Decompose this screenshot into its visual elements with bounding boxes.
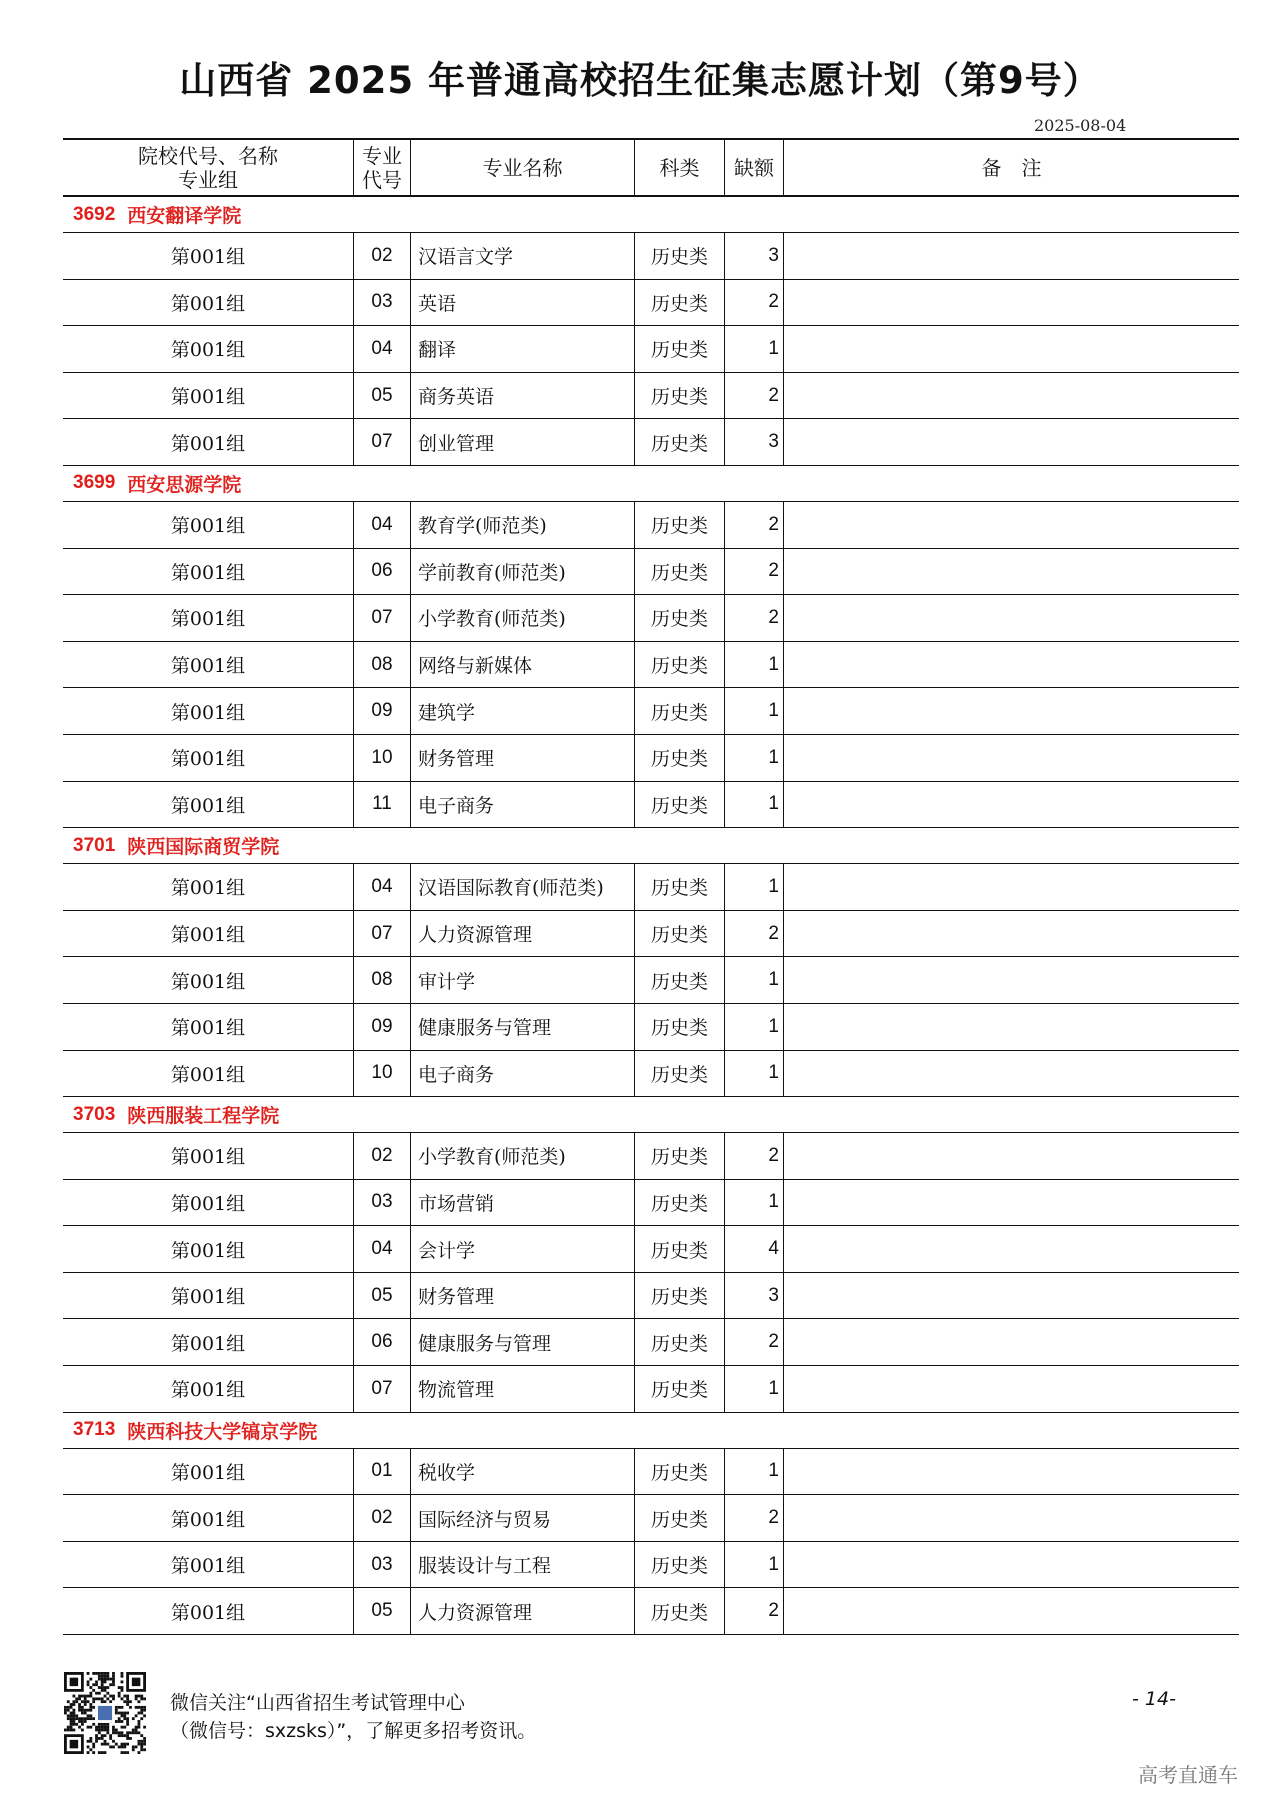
- vacancies-cell: 3: [724, 233, 783, 279]
- vacancies-cell: 1: [724, 642, 783, 688]
- category-cell: 历史类: [634, 326, 724, 372]
- header-major-name: 专业名称: [410, 140, 634, 195]
- group-cell: 第001组: [170, 655, 246, 678]
- group-cell: 第001组: [170, 515, 246, 538]
- school-code: 3692: [73, 203, 116, 225]
- vacancies-cell: 1: [724, 864, 783, 910]
- major-code-cell: 04: [353, 502, 410, 548]
- vacancies-cell: 1: [724, 1004, 783, 1050]
- major-code-cell: 08: [353, 957, 410, 1003]
- vacancies-cell: 2: [724, 595, 783, 641]
- vacancies-cell: 1: [724, 735, 783, 781]
- major-code-cell: 04: [353, 1226, 410, 1272]
- school-name: 西安思源学院: [127, 473, 242, 496]
- watermark-text: 高考直通车: [1138, 1763, 1238, 1787]
- header-school: [63, 140, 353, 195]
- group-cell: 第001组: [170, 1555, 246, 1578]
- remarks-cell: [783, 326, 1239, 372]
- remarks-cell: [783, 1449, 1239, 1495]
- remarks-cell: [783, 1051, 1239, 1097]
- major-code-cell: 02: [353, 1495, 410, 1541]
- remarks-cell: [783, 911, 1239, 957]
- major-code-cell: 03: [353, 1180, 410, 1226]
- vacancies-cell: 2: [724, 1495, 783, 1541]
- major-name-cell: 学前教育(师范类): [410, 549, 634, 595]
- school-section-header: [63, 1097, 1239, 1133]
- remarks-cell: [783, 502, 1239, 548]
- table-row: [63, 735, 1239, 782]
- remarks-cell: [783, 373, 1239, 419]
- group-cell: 第001组: [170, 1286, 246, 1309]
- major-code-cell: 06: [353, 1319, 410, 1365]
- vacancies-cell: 1: [724, 1542, 783, 1588]
- major-code-cell: 07: [353, 1366, 410, 1412]
- table-row: [63, 1226, 1239, 1273]
- group-cell: 第001组: [170, 386, 246, 409]
- vacancies-cell: 1: [724, 1051, 783, 1097]
- school-label: [73, 1097, 279, 1132]
- table-row: [63, 233, 1239, 280]
- vacancies-cell: 2: [724, 373, 783, 419]
- remarks-cell: [783, 280, 1239, 326]
- group-cell: 第001组: [170, 339, 246, 362]
- school-name: 西安翻译学院: [127, 205, 242, 227]
- remarks-cell: [783, 1495, 1239, 1541]
- remarks-cell: [783, 782, 1239, 828]
- header-category: 科类: [634, 140, 724, 195]
- table-header: [63, 138, 1239, 197]
- major-name-cell: 建筑学: [410, 688, 634, 734]
- category-cell: 历史类: [634, 1495, 724, 1541]
- major-name-cell: 审计学: [410, 957, 634, 1003]
- header-major-code-line1: 专业: [362, 143, 402, 168]
- remarks-cell: [783, 1366, 1239, 1412]
- major-name-cell: 创业管理: [410, 419, 634, 465]
- major-name-cell: 汉语国际教育(师范类): [410, 864, 634, 910]
- table-row: [63, 1588, 1239, 1635]
- category-cell: 历史类: [634, 911, 724, 957]
- major-code-cell: 07: [353, 419, 410, 465]
- major-code-cell: 09: [353, 1004, 410, 1050]
- category-cell: 历史类: [634, 1051, 724, 1097]
- category-cell: 历史类: [634, 1133, 724, 1179]
- major-name-cell: 电子商务: [410, 782, 634, 828]
- remarks-cell: [783, 549, 1239, 595]
- category-cell: 历史类: [634, 864, 724, 910]
- footer-wechat-line1: 微信关注“山西省招生考试管理中心: [170, 1692, 465, 1714]
- remarks-cell: [783, 1180, 1239, 1226]
- school-name: 陕西服装工程学院: [127, 1105, 280, 1128]
- group-cell: 第001组: [170, 1601, 246, 1624]
- category-cell: 历史类: [634, 735, 724, 781]
- major-name-cell: 健康服务与管理: [410, 1004, 634, 1050]
- category-cell: 历史类: [634, 502, 724, 548]
- group-cell: 第001组: [170, 1461, 246, 1484]
- table-row: [63, 1133, 1239, 1180]
- category-cell: 历史类: [634, 1004, 724, 1050]
- group-cell: 第001组: [170, 292, 246, 315]
- school-section-header: [63, 828, 1239, 864]
- major-code-cell: 10: [353, 1051, 410, 1097]
- category-cell: 历史类: [634, 549, 724, 595]
- major-code-cell: 02: [353, 1133, 410, 1179]
- vacancies-cell: 2: [724, 1133, 783, 1179]
- group-cell: 第001组: [170, 1508, 246, 1531]
- major-name-cell: 教育学(师范类): [410, 502, 634, 548]
- school-label: [73, 828, 279, 863]
- vacancies-cell: 2: [724, 1319, 783, 1365]
- major-name-cell: 英语: [410, 280, 634, 326]
- category-cell: 历史类: [634, 233, 724, 279]
- table-row: [63, 1180, 1239, 1227]
- remarks-cell: [783, 233, 1239, 279]
- table-row: [63, 957, 1239, 1004]
- major-code-cell: 03: [353, 1542, 410, 1588]
- group-cell: 第001组: [170, 608, 246, 631]
- vacancies-cell: 1: [724, 782, 783, 828]
- table-row: [63, 642, 1239, 689]
- category-cell: 历史类: [634, 280, 724, 326]
- major-name-cell: 税收学: [410, 1449, 634, 1495]
- category-cell: 历史类: [634, 1226, 724, 1272]
- school-section-header: [63, 466, 1239, 502]
- school-name: 陕西国际商贸学院: [127, 836, 280, 859]
- major-name-cell: 汉语言文学: [410, 233, 634, 279]
- table-row: [63, 1319, 1239, 1366]
- group-cell: 第001组: [170, 561, 246, 584]
- category-cell: 历史类: [634, 1366, 724, 1412]
- group-cell: 第001组: [170, 1332, 246, 1355]
- table-row: [63, 373, 1239, 420]
- major-name-cell: 国际经济与贸易: [410, 1495, 634, 1541]
- group-cell: 第001组: [170, 970, 246, 993]
- school-code: 3701: [73, 834, 116, 856]
- group-cell: 第001组: [170, 1063, 246, 1086]
- group-cell: 第001组: [170, 1239, 246, 1262]
- school-section-header: [63, 1413, 1239, 1449]
- header-school-line2: 专业组: [178, 167, 238, 192]
- major-name-cell: 服装设计与工程: [410, 1542, 634, 1588]
- vacancies-cell: 1: [724, 688, 783, 734]
- remarks-cell: [783, 1273, 1239, 1319]
- category-cell: 历史类: [634, 1273, 724, 1319]
- table-row: [63, 864, 1239, 911]
- group-cell: 第001组: [170, 1192, 246, 1215]
- remarks-cell: [783, 1226, 1239, 1272]
- header-vacancies: 缺额: [724, 140, 783, 195]
- major-name-cell: 市场营销: [410, 1180, 634, 1226]
- category-cell: 历史类: [634, 1449, 724, 1495]
- vacancies-cell: 2: [724, 549, 783, 595]
- header-major-code-line2: 代号: [362, 167, 402, 192]
- major-name-cell: 小学教育(师范类): [410, 595, 634, 641]
- category-cell: 历史类: [634, 642, 724, 688]
- table-row: [63, 1495, 1239, 1542]
- remarks-cell: [783, 1004, 1239, 1050]
- table-row: [63, 419, 1239, 466]
- major-name-cell: 翻译: [410, 326, 634, 372]
- table-row: [63, 1366, 1239, 1413]
- vacancies-cell: 2: [724, 1588, 783, 1634]
- school-code: 3699: [73, 472, 116, 494]
- vacancies-cell: 1: [724, 1449, 783, 1495]
- vacancies-cell: 4: [724, 1226, 783, 1272]
- major-code-cell: 04: [353, 326, 410, 372]
- major-name-cell: 物流管理: [410, 1366, 634, 1412]
- major-name-cell: 健康服务与管理: [410, 1319, 634, 1365]
- header-school-line1: 院校代号、名称: [138, 143, 278, 168]
- major-code-cell: 03: [353, 280, 410, 326]
- category-cell: 历史类: [634, 1180, 724, 1226]
- school-label: [73, 466, 241, 501]
- major-name-cell: 小学教育(师范类): [410, 1133, 634, 1179]
- category-cell: 历史类: [634, 782, 724, 828]
- vacancies-cell: 3: [724, 419, 783, 465]
- school-section-header: [63, 197, 1239, 233]
- category-cell: 历史类: [634, 373, 724, 419]
- school-code: 3703: [73, 1103, 116, 1125]
- table-row: [63, 326, 1239, 373]
- major-name-cell: 人力资源管理: [410, 911, 634, 957]
- remarks-cell: [783, 1133, 1239, 1179]
- remarks-cell: [783, 419, 1239, 465]
- table-row: [63, 1273, 1239, 1320]
- school-label: [73, 1413, 317, 1448]
- major-code-cell: 05: [353, 1588, 410, 1634]
- group-cell: 第001组: [170, 1379, 246, 1402]
- category-cell: 历史类: [634, 419, 724, 465]
- category-cell: 历史类: [634, 957, 724, 1003]
- table-row: [63, 1542, 1239, 1589]
- category-cell: 历史类: [634, 1542, 724, 1588]
- school-code: 3713: [73, 1419, 116, 1441]
- table-row: [63, 549, 1239, 596]
- major-name-cell: 财务管理: [410, 735, 634, 781]
- school-label: [73, 197, 241, 232]
- remarks-cell: [783, 1542, 1239, 1588]
- remarks-cell: [783, 735, 1239, 781]
- major-code-cell: 09: [353, 688, 410, 734]
- group-cell: 第001组: [170, 1146, 246, 1169]
- major-code-cell: 05: [353, 373, 410, 419]
- group-cell: 第001组: [170, 246, 246, 269]
- major-name-cell: 人力资源管理: [410, 1588, 634, 1634]
- major-name-cell: 电子商务: [410, 1051, 634, 1097]
- major-code-cell: 01: [353, 1449, 410, 1495]
- vacancies-cell: 1: [724, 1180, 783, 1226]
- page-number: - 14-: [1132, 1688, 1176, 1710]
- qr-code-icon: [64, 1672, 146, 1754]
- remarks-cell: [783, 1319, 1239, 1365]
- group-cell: 第001组: [170, 432, 246, 455]
- vacancies-cell: 1: [724, 957, 783, 1003]
- table-row: [63, 911, 1239, 958]
- table-row: [63, 1051, 1239, 1098]
- page-title: 山西省 2025 年普通高校招生征集志愿计划（第9号）: [179, 59, 1101, 102]
- major-code-cell: 05: [353, 1273, 410, 1319]
- group-cell: 第001组: [170, 1017, 246, 1040]
- plan-table: [63, 138, 1239, 1635]
- school-name: 陕西科技大学镐京学院: [127, 1420, 318, 1443]
- remarks-cell: [783, 688, 1239, 734]
- major-name-cell: 会计学: [410, 1226, 634, 1272]
- remarks-cell: [783, 595, 1239, 641]
- major-code-cell: 06: [353, 549, 410, 595]
- group-cell: 第001组: [170, 877, 246, 900]
- remarks-cell: [783, 1588, 1239, 1634]
- vacancies-cell: 2: [724, 911, 783, 957]
- issue-date: 2025-08-04: [1034, 116, 1127, 135]
- group-cell: 第001组: [170, 701, 246, 724]
- remarks-cell: [783, 864, 1239, 910]
- group-cell: 第001组: [170, 748, 246, 771]
- table-row: [63, 1004, 1239, 1051]
- remarks-cell: [783, 957, 1239, 1003]
- major-code-cell: 02: [353, 233, 410, 279]
- major-code-cell: 04: [353, 864, 410, 910]
- table-row: [63, 688, 1239, 735]
- category-cell: 历史类: [634, 1319, 724, 1365]
- category-cell: 历史类: [634, 1588, 724, 1634]
- table-row: [63, 280, 1239, 327]
- footer-wechat-line2: （微信号：sxzsks）”，了解更多招考资讯。: [170, 1720, 537, 1742]
- vacancies-cell: 3: [724, 1273, 783, 1319]
- major-code-cell: 07: [353, 595, 410, 641]
- major-name-cell: 商务英语: [410, 373, 634, 419]
- table-body: [63, 197, 1239, 1635]
- vacancies-cell: 1: [724, 1366, 783, 1412]
- header-remarks: 备 注: [783, 140, 1239, 195]
- group-cell: 第001组: [170, 794, 246, 817]
- remarks-cell: [783, 642, 1239, 688]
- vacancies-cell: 2: [724, 280, 783, 326]
- major-code-cell: 11: [353, 782, 410, 828]
- group-cell: 第001组: [170, 924, 246, 947]
- major-name-cell: 网络与新媒体: [410, 642, 634, 688]
- table-row: [63, 1449, 1239, 1496]
- major-name-cell: 财务管理: [410, 1273, 634, 1319]
- category-cell: 历史类: [634, 595, 724, 641]
- major-code-cell: 10: [353, 735, 410, 781]
- table-row: [63, 782, 1239, 829]
- major-code-cell: 08: [353, 642, 410, 688]
- table-row: [63, 502, 1239, 549]
- category-cell: 历史类: [634, 688, 724, 734]
- major-code-cell: 07: [353, 911, 410, 957]
- header-major-code: [353, 140, 410, 195]
- vacancies-cell: 2: [724, 502, 783, 548]
- table-row: [63, 595, 1239, 642]
- vacancies-cell: 1: [724, 326, 783, 372]
